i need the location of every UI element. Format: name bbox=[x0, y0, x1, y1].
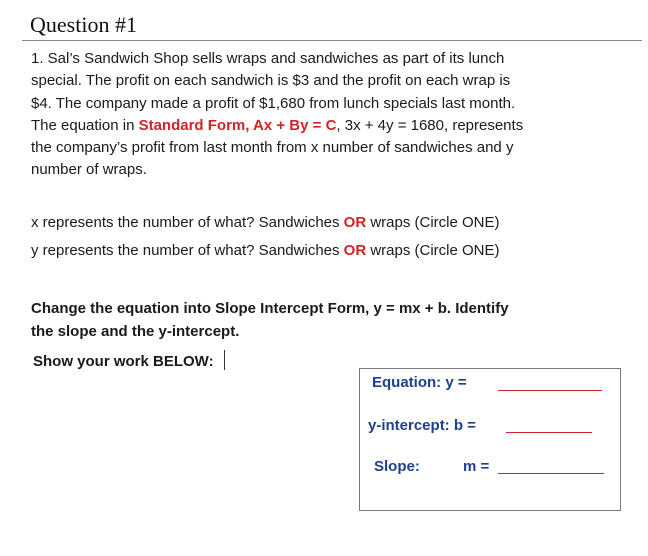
slope-label: Slope: bbox=[374, 458, 420, 475]
y-intercept-label: y-intercept: b = bbox=[368, 417, 476, 434]
y-intercept-answer-blank[interactable] bbox=[506, 432, 592, 433]
question-y-text: y represents the number of what? Sandwiches bbox=[31, 242, 344, 259]
problem-statement bbox=[31, 48, 611, 182]
equation-label: Equation: y = bbox=[372, 374, 467, 391]
problem-line-2: special. The profit on each sandwich is $3 and the profit on each wrap is bbox=[31, 72, 511, 90]
question-y-or: OR bbox=[343, 242, 367, 259]
slope-answer-blank[interactable] bbox=[498, 473, 604, 474]
answer-box[interactable] bbox=[359, 368, 621, 511]
show-work-label: Show your work BELOW: bbox=[33, 353, 214, 370]
question-x-choice: wraps (Circle ONE) bbox=[366, 214, 500, 231]
problem-line-3: $4. The company made a profit of $1,680 from lunch specials last month. bbox=[31, 94, 516, 112]
problem-line-5: the company’s profit from last month from x number of sandwiches and y bbox=[31, 139, 514, 157]
question-y-choice: wraps (Circle ONE) bbox=[366, 242, 500, 259]
slope-m-label: m = bbox=[463, 458, 490, 475]
standard-form-highlight: Standard Form, Ax + By = C bbox=[138, 116, 337, 134]
question-x-meaning bbox=[31, 214, 500, 231]
question-heading: Question #1 bbox=[30, 12, 137, 37]
text-cursor bbox=[224, 350, 225, 370]
question-x-or: OR bbox=[343, 214, 367, 231]
problem-line-1: 1. Sal’s Sandwich Shop sells wraps and sandwiches as part of its lunch bbox=[31, 50, 505, 67]
heading-divider bbox=[22, 40, 642, 41]
show-work-prompt bbox=[33, 350, 225, 370]
problem-line-6: number of wraps. bbox=[31, 161, 147, 179]
problem-line-4 bbox=[31, 115, 611, 137]
instruction-line-2: the slope and the y-intercept. bbox=[31, 322, 240, 340]
problem-line-4-end: , 3x + 4y = 1680, represents bbox=[336, 116, 524, 134]
instruction-line-1: Change the equation into Slope Intercept Form, y = mx + b. Identify bbox=[31, 300, 509, 317]
question-x-text: x represents the number of what? Sandwiches bbox=[31, 214, 344, 231]
problem-line-4-start: The equation in bbox=[31, 116, 139, 134]
slope-intercept-instruction bbox=[31, 298, 509, 343]
question-y-meaning bbox=[31, 242, 500, 259]
equation-answer-blank[interactable] bbox=[498, 390, 602, 391]
